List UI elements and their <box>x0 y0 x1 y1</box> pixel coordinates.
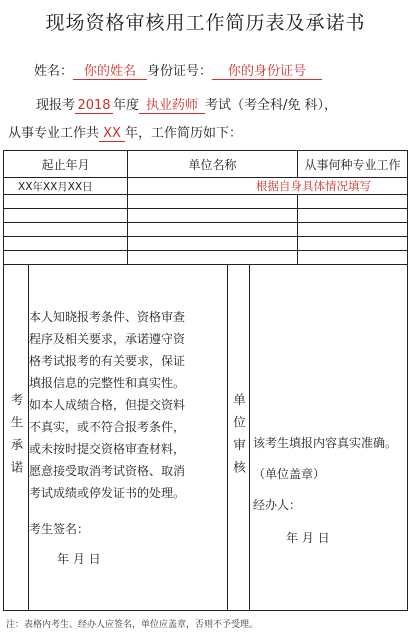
years-field[interactable]: XX <box>99 126 125 142</box>
candidate-promise-label: 考生承诺 <box>9 392 24 483</box>
period-cell[interactable] <box>4 223 128 237</box>
name-id-line <box>34 60 322 80</box>
promise-line: 或未按时提交资格审查材料， <box>29 441 186 456</box>
job-cell[interactable] <box>298 251 408 265</box>
job-cell[interactable] <box>298 223 408 237</box>
table-header-row <box>4 151 408 178</box>
table-row <box>4 237 408 251</box>
unit-cell[interactable]: 根据自身具体情况填写 <box>128 178 408 195</box>
unit-cell[interactable] <box>128 209 298 223</box>
years-line <box>8 122 242 142</box>
unit-cell[interactable] <box>128 237 298 251</box>
unit-handler[interactable]: 经办人： <box>253 497 302 512</box>
unit-review-cell <box>250 265 408 611</box>
unit-seal[interactable]: （单位盖章） <box>253 466 326 481</box>
promise-line: 不真实，或不符合报考条件， <box>29 419 186 434</box>
unit-date[interactable]: 年 月 日 <box>286 530 330 545</box>
promise-line: 程序及相关要求，承诺遵守资 <box>29 331 186 346</box>
period-cell[interactable]: XX年XX月XX日 <box>4 178 128 195</box>
promise-line: 如本人成绩合格，但提交资料 <box>29 397 186 412</box>
document-title: 现场资格审核用工作简历表及承诺书 <box>45 12 366 34</box>
promise-row <box>4 265 408 611</box>
promise-line: 格考试报考的有关要求，保证 <box>29 353 186 368</box>
name-field[interactable]: 你的姓名 <box>73 60 147 80</box>
table-row <box>4 195 408 209</box>
exam-suffix: 考试（考全科/免 科）， <box>205 98 338 113</box>
candidate-signature[interactable]: 考生签名： <box>29 521 90 536</box>
exam-year-suffix: 年度 <box>113 98 140 113</box>
promise-cell <box>29 265 228 611</box>
unit-review-label-cell <box>228 265 250 611</box>
unit-statement: 该考生填报内容真实准确。 <box>253 435 398 450</box>
exam-line <box>36 94 337 114</box>
id-number-field[interactable]: 你的身份证号 <box>212 60 322 80</box>
period-cell[interactable] <box>4 251 128 265</box>
header-unit: 单位名称 <box>128 151 298 178</box>
table-row <box>4 209 408 223</box>
unit-cell[interactable] <box>128 223 298 237</box>
unit-cell[interactable] <box>128 195 298 209</box>
footnote: 注：表格内考生、经办人应签名，单位应盖章，否则不予受理。 <box>6 620 259 630</box>
candidate-promise-label-cell <box>4 265 29 611</box>
id-label: 身份证号： <box>147 64 213 79</box>
period-cell[interactable] <box>4 209 128 223</box>
table-row <box>4 223 408 237</box>
period-cell[interactable] <box>4 195 128 209</box>
promise-line: 填报信息的完整性和真实性。 <box>29 375 186 390</box>
promise-line: 愿意接受取消考试资格、取消 <box>29 463 186 478</box>
header-job: 从事何种专业工作 <box>298 151 408 178</box>
exam-year-field[interactable]: 2018 <box>75 98 113 114</box>
period-cell[interactable] <box>4 237 128 251</box>
promise-line: 本人知晓报考条件、资格审查 <box>29 309 186 324</box>
promise-line: 考试成绩或停发证书的处理。 <box>29 485 186 500</box>
exam-name-field[interactable]: 执业药师 <box>139 94 205 114</box>
exam-prefix: 现报考 <box>36 98 76 113</box>
resume-table <box>3 150 408 611</box>
table-row <box>4 178 408 195</box>
name-label: 姓名： <box>34 64 74 79</box>
job-cell[interactable] <box>298 209 408 223</box>
years-suffix: 年，工作简历如下： <box>125 126 243 141</box>
unit-review-label: 单位审核 <box>231 392 247 483</box>
years-prefix: 从事专业工作共 <box>8 126 100 141</box>
candidate-date[interactable]: 年 月 日 <box>57 551 101 566</box>
job-cell[interactable] <box>298 237 408 251</box>
table-row <box>4 251 408 265</box>
header-period: 起止年月 <box>4 151 128 178</box>
unit-cell[interactable] <box>128 251 298 265</box>
job-cell[interactable] <box>298 195 408 209</box>
